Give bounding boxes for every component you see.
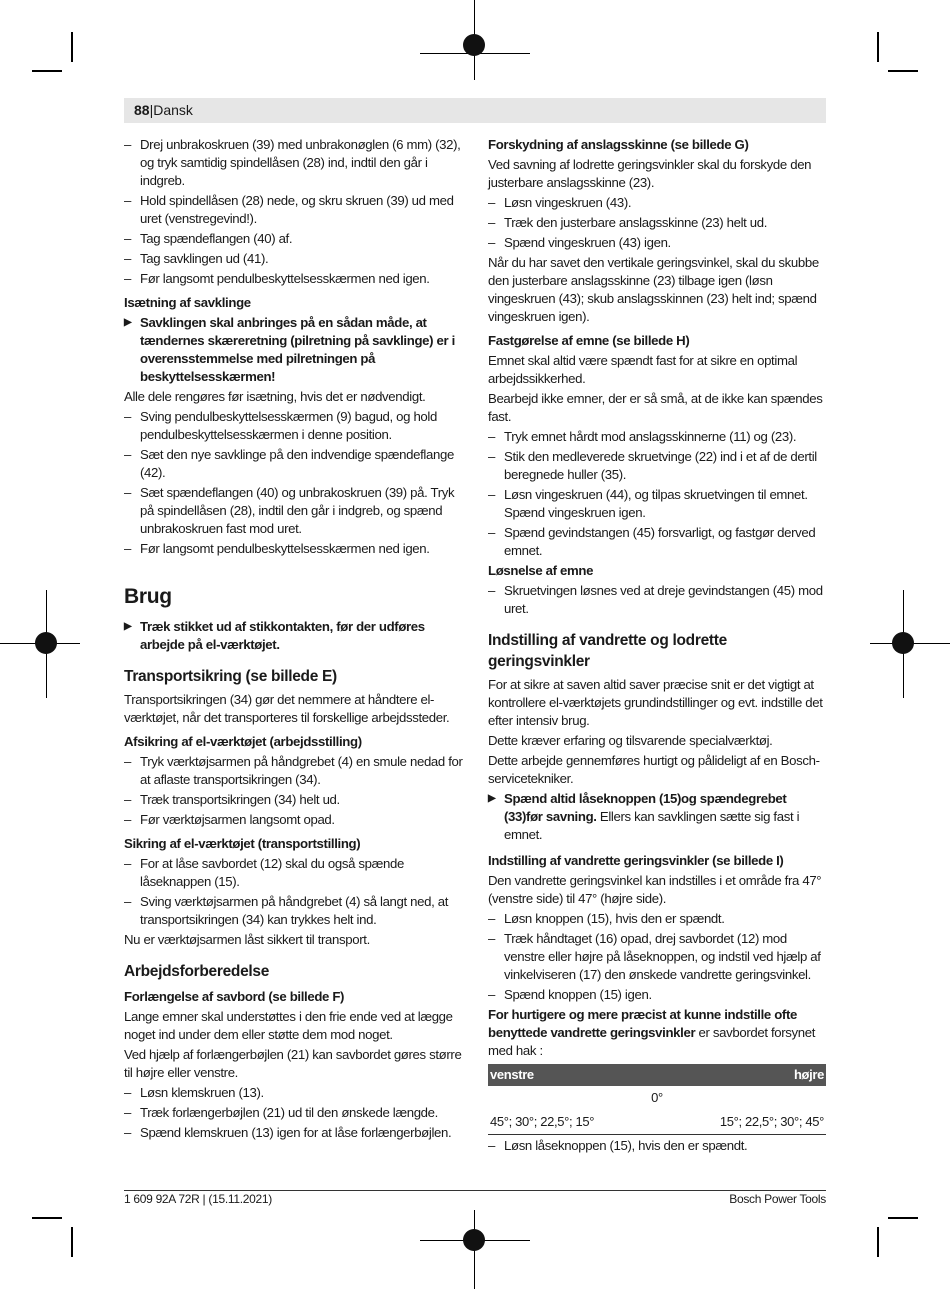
section-heading-transport: Transportsikring (se billede E) <box>124 668 337 685</box>
list-item: – Sving værktøjsarmen på håndgrebet (4) så langt ned, at transportsikringen (34) kan trykkes helt ind. <box>124 893 464 929</box>
page-number: 88 <box>134 102 150 118</box>
paragraph <box>488 1006 826 1060</box>
table-row <box>488 1110 826 1135</box>
list-item: – Træk transportsikringen (34) helt ud. <box>124 791 464 809</box>
list-item: – Tryk emnet hårdt mod anslagsskinnerne (11) og (23). <box>488 428 826 446</box>
page-header <box>124 98 826 123</box>
paragraph: Emnet skal altid være spændt fast for at sikre en optimal arbejdssikkerhed. <box>488 353 798 386</box>
subheading-vandrette: Indstilling af vandrette geringsvinkler (se billede I) <box>488 853 784 868</box>
footer-doc-id: 1 609 92A 72R | (15.11.2021) <box>124 1192 272 1206</box>
right-column <box>488 136 826 1157</box>
subheading-afsikring: Afsikring af el-værktøjet (arbejdsstilling) <box>124 734 362 749</box>
section-heading-brug: Brug <box>124 585 172 608</box>
table-header-cell: venstre <box>488 1064 657 1086</box>
table-cell: 15°; 22,5°; 30°; 45° <box>657 1110 826 1135</box>
section-heading-arbejds: Arbejdsforberedelse <box>124 963 270 980</box>
paragraph: Dette arbejde gennemføres hurtigt og pålideligt af en Bosch-servicetekniker. <box>488 753 820 786</box>
warning-note: ▶ Træk stikket ud af stikkontakten, før der udføres arbejde på el-værktøjet. <box>124 618 464 654</box>
table-cell: 0° <box>651 1090 663 1105</box>
paragraph: Den vandrette geringsvinkel kan indstilles i et område fra 47° (venstre side) til 47° (højre side). <box>488 873 822 906</box>
list-item: – Træk håndtaget (16) opad, drej savbordet (12) mod venstre eller højre på låseknoppen, og indstil ved hjælp af vinkelviseren (17) den ønskede vandrette geringsvinkel. <box>488 930 826 984</box>
list-item: – Spænd klemskruen (13) igen for at låse forlængerbøjlen. <box>124 1124 464 1142</box>
list-item: – Træk forlængerbøjlen (21) ud til den ønskede længde. <box>124 1104 464 1122</box>
paragraph: Når du har savet den vertikale geringsvinkel, skal du skubbe den justerbare anslagsskinne (23) tilbage igen (løsn vingeskruen (43); skub anslagsskinnen (23) helt ind; spænd vingeskruen igen). <box>488 255 819 324</box>
list-item: – Løsn vingeskruen (44), og tilpas skruetvingen til emnet. Spænd vingeskruen igen. <box>488 486 826 522</box>
paragraph: Dette kræver erfaring og tilsvarende specialværktøj. <box>488 733 773 748</box>
list-item: – Løsn vingeskruen (43). <box>488 194 826 212</box>
warning-rest: Ellers kan savklingen sætte sig fast i emnet. <box>504 809 800 842</box>
list-item: – Tag savklingen ud (41). <box>124 250 464 268</box>
table-row <box>488 1086 826 1110</box>
list-item: – For at låse savbordet (12) skal du også spænde låseknappen (15). <box>124 855 464 891</box>
crop-mark <box>32 1217 62 1219</box>
list-item: – Spænd vingeskruen (43) igen. <box>488 234 826 252</box>
list-item: – Sæt den nye savklinge på den indvendige spændeflange (42). <box>124 446 464 482</box>
registration-mark <box>463 1229 485 1251</box>
paragraph: Bearbejd ikke emner, der er så små, at de ikke kan spændes fast. <box>488 391 823 424</box>
warning-bold: Spænd altid låseknoppen (15)og spændegrebet (33)før savning. <box>504 791 787 824</box>
subheading-loesnelse: Løsnelse af emne <box>488 563 594 578</box>
crop-mark <box>877 32 879 62</box>
section-heading-fastgoerelse: Fastgørelse af emne (se billede H) <box>488 333 690 348</box>
registration-mark <box>463 34 485 56</box>
list-item: – Træk den justerbare anslagsskinne (23) helt ud. <box>488 214 826 232</box>
paragraph: Lange emner skal understøttes i den frie ende ved at lægge noget ind under dem eller støtte dem mod noget. <box>124 1009 453 1042</box>
registration-mark <box>892 632 914 654</box>
list-item: – Tag spændeflangen (40) af. <box>124 230 464 248</box>
list-item: – Hold spindellåsen (28) nede, og skru skruen (39) ud med uret (venstregevind!). <box>124 192 464 228</box>
list-item: – Løsn knoppen (15), hvis den er spændt. <box>488 910 826 928</box>
angle-table <box>488 1064 826 1135</box>
intro-list <box>124 136 464 288</box>
section-heading-isaetning: Isætning af savklinge <box>124 295 251 310</box>
list-item: – Før langsomt pendulbeskyttelsesskærmen ned igen. <box>124 270 464 288</box>
paragraph: Alle dele rengøres før isætning, hvis det er nødvendigt. <box>124 389 426 404</box>
paragraph: Ved savning af lodrette geringsvinkler skal du forskyde den justerbare anslagsskinne (23). <box>488 157 812 190</box>
paragraph: Transportsikringen (34) gør det nemmere at håndtere el-værktøjet, når det transporteres til forskellige arbejdssteder. <box>124 692 450 725</box>
header-separator: | <box>149 102 154 118</box>
list-item: – Før værktøjsarmen langsomt opad. <box>124 811 464 829</box>
table-header-row <box>488 1064 826 1086</box>
table-cell: 45°; 30°; 22,5°; 15° <box>488 1110 657 1135</box>
left-column <box>124 136 464 1144</box>
faster-bold: For hurtigere og mere præcist at kunne indstille ofte benyttede vandrette geringsvinkler <box>488 1007 797 1040</box>
list-item: – Sæt spændeflangen (40) og unbrakoskruen (39) på. Tryk på spindellåsen (28), indtil den går i indgreb, og spænd unbrakoskruen fast mod uret. <box>124 484 464 538</box>
list-item: – Løsn klemskruen (13). <box>124 1084 464 1102</box>
list-item: – Drej unbrakoskruen (39) med unbrakonøglen (6 mm) (32), og tryk samtidig spindellåsen (28) ind, indtil den går i indgreb. <box>124 136 464 190</box>
list-item: – Tryk værktøjsarmen på håndgrebet (4) en smule nedad for at aflaste transportsikringen (34). <box>124 753 464 789</box>
section-heading-indstilling: Indstilling af vandrette og lodrette geringsvinkler <box>488 632 727 670</box>
footer-rule <box>124 1190 826 1191</box>
header-language: Dansk <box>153 102 193 118</box>
crop-mark <box>888 70 918 72</box>
crop-mark <box>71 32 73 62</box>
crop-mark <box>71 1227 73 1257</box>
crop-mark <box>888 1217 918 1219</box>
list-item: – Spænd gevindstangen (45) forsvarligt, og fastgør derved emnet. <box>488 524 826 560</box>
paragraph: Nu er værktøjsarmen låst sikkert til transport. <box>124 932 370 947</box>
list-item: – Spænd knoppen (15) igen. <box>488 986 826 1004</box>
table-header-cell: højre <box>657 1064 826 1086</box>
faster-rest: er savbordet forsynet med hak : <box>488 1025 816 1058</box>
list-item: – Før langsomt pendulbeskyttelsesskærmen ned igen. <box>124 540 464 558</box>
warning-note: ▶ Savklingen skal anbringes på en sådan måde, at tændernes skæreretning (pilretning på savklinge) er i overensstemmelse med pilretningen på beskyttelsesskærmen! <box>124 314 464 386</box>
registration-mark <box>35 632 57 654</box>
paragraph: Ved hjælp af forlængerbøjlen (21) kan savbordet gøres større til højre eller venstre. <box>124 1047 462 1080</box>
section-heading-forskydning: Forskydning af anslagsskinne (se billede G) <box>488 137 749 152</box>
subheading-forlaengelse: Forlængelse af savbord (se billede F) <box>124 989 345 1004</box>
footer-brand: Bosch Power Tools <box>729 1192 826 1206</box>
subheading-sikring: Sikring af el-værktøjet (transportstilling) <box>124 836 361 851</box>
list-item: – Skruetvingen løsnes ved at dreje gevindstangen (45) mod uret. <box>488 582 826 618</box>
warning-note <box>488 790 826 844</box>
crop-mark <box>32 70 62 72</box>
list-item: – Løsn låseknoppen (15), hvis den er spændt. <box>488 1137 826 1155</box>
list-item: – Stik den medleverede skruetvinge (22) ind i et af de dertil beregnede huller (35). <box>488 448 826 484</box>
list-item: – Sving pendulbeskyttelsesskærmen (9) bagud, og hold pendulbeskyttelsesskærmen i denne position. <box>124 408 464 444</box>
crop-mark <box>877 1227 879 1257</box>
paragraph: For at sikre at saven altid saver præcise snit er det vigtigt at kontrollere el-værktøjets grundindstillinger og evt. indstille det efter intensiv brug. <box>488 677 823 728</box>
